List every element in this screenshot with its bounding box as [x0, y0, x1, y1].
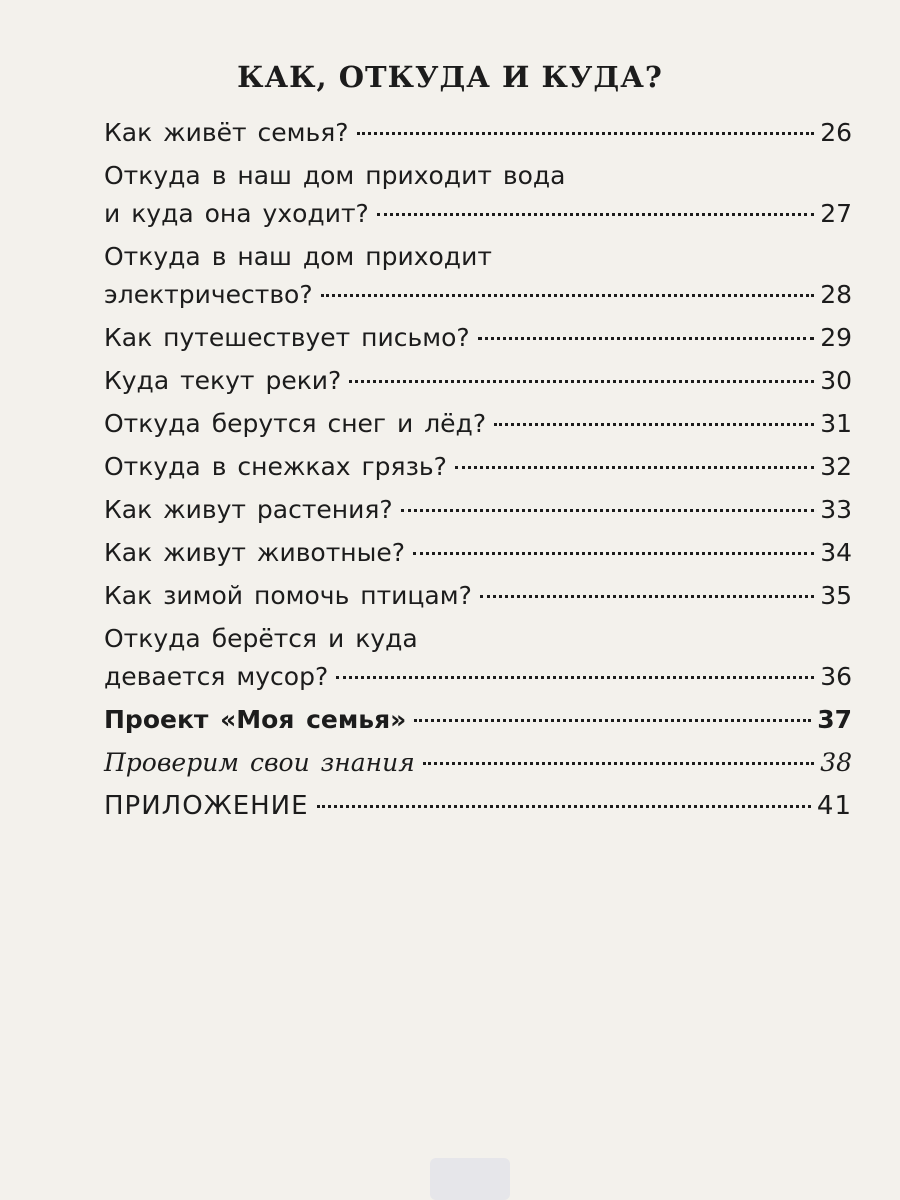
toc-entry-line — [104, 114, 852, 152]
toc-entry-title: Откуда берутся снег и лёд? — [104, 409, 487, 438]
dot-leader — [423, 762, 814, 765]
toc-entry-title: ПРИЛОЖЕНИЕ — [104, 791, 309, 821]
toc-entry — [104, 405, 852, 443]
dot-leader — [377, 213, 814, 216]
toc-entry-line — [104, 195, 852, 233]
dot-leader — [480, 595, 814, 598]
toc-page-number: 35 — [820, 581, 852, 610]
toc-page-number: 36 — [820, 662, 852, 691]
toc-page-number: 31 — [820, 409, 852, 438]
toc-entry-title: Как путешествует письмо? — [104, 323, 470, 352]
toc-page-number: 29 — [820, 323, 852, 352]
toc-entry-line — [104, 319, 852, 357]
toc-entry — [104, 319, 852, 357]
toc-entry-title: Откуда в снежках грязь? — [104, 452, 447, 481]
toc-entry — [104, 620, 852, 696]
toc-entry-title-line: Откуда в наш дом приходит вода — [104, 161, 566, 190]
toc-entry-title: Проект «Моя семья» — [104, 705, 407, 734]
toc-entry — [104, 701, 852, 739]
dot-leader — [321, 294, 815, 297]
toc-entry-title: электричество? — [104, 280, 313, 309]
toc-entry-title: Как живут животные? — [104, 538, 406, 567]
dot-leader — [455, 466, 814, 469]
toc-entry-title: Как зимой помочь птицам? — [104, 581, 472, 610]
toc-entry-line — [104, 448, 852, 486]
dot-leader — [357, 132, 815, 135]
dot-leader — [414, 719, 811, 722]
toc-entry-line — [104, 577, 852, 615]
toc-entry-title: Как живёт семья? — [104, 118, 349, 147]
toc-entry — [104, 238, 852, 314]
toc-entry-title-line: Откуда в наш дом приходит — [104, 242, 492, 271]
toc-entry — [104, 534, 852, 572]
toc-page-number: 33 — [820, 495, 852, 524]
toc-entry — [104, 577, 852, 615]
section-title: КАК, ОТКУДА И КУДА? — [237, 60, 663, 94]
toc-entry — [104, 744, 852, 782]
toc-entry-line — [104, 276, 852, 314]
toc-entry-line — [104, 787, 852, 825]
table-of-contents — [104, 114, 852, 830]
toc-entry — [104, 157, 852, 233]
toc-entry — [104, 787, 852, 825]
toc-entry-line — [104, 744, 852, 782]
page-number-mark — [430, 1158, 510, 1200]
toc-page-number: 30 — [820, 366, 852, 395]
toc-entry-line — [104, 491, 852, 529]
toc-entry-title: Проверим свои знания — [104, 748, 415, 777]
toc-entry-line — [104, 701, 852, 739]
toc-page-number: 34 — [820, 538, 852, 567]
toc-page-number: 37 — [817, 705, 852, 734]
toc-page-number: 28 — [820, 280, 852, 309]
dot-leader — [336, 676, 814, 679]
toc-entry-title-line: Откуда берётся и куда — [104, 624, 418, 653]
dot-leader — [349, 380, 814, 383]
entry-spacer — [104, 825, 852, 830]
dot-leader — [494, 423, 814, 426]
toc-page-number: 38 — [820, 748, 852, 777]
toc-entry-title: Как живут растения? — [104, 495, 393, 524]
dot-leader — [478, 337, 815, 340]
toc-entry — [104, 448, 852, 486]
toc-page-number: 41 — [816, 791, 852, 821]
dot-leader — [401, 509, 814, 512]
dot-leader — [413, 552, 814, 555]
toc-entry-line — [104, 405, 852, 443]
toc-entry — [104, 491, 852, 529]
toc-entry-title: и куда она уходит? — [104, 199, 369, 228]
dot-leader — [317, 805, 811, 808]
toc-entry-line — [104, 658, 852, 696]
toc-entry — [104, 114, 852, 152]
toc-entry-line — [104, 362, 852, 400]
toc-entry-title: девается мусор? — [104, 662, 329, 691]
toc-entry-line — [104, 534, 852, 572]
toc-entry-title: Куда текут реки? — [104, 366, 342, 395]
toc-page-number: 27 — [820, 199, 852, 228]
toc-page-number: 26 — [820, 118, 852, 147]
toc-page-number: 32 — [820, 452, 852, 481]
toc-entry — [104, 362, 852, 400]
